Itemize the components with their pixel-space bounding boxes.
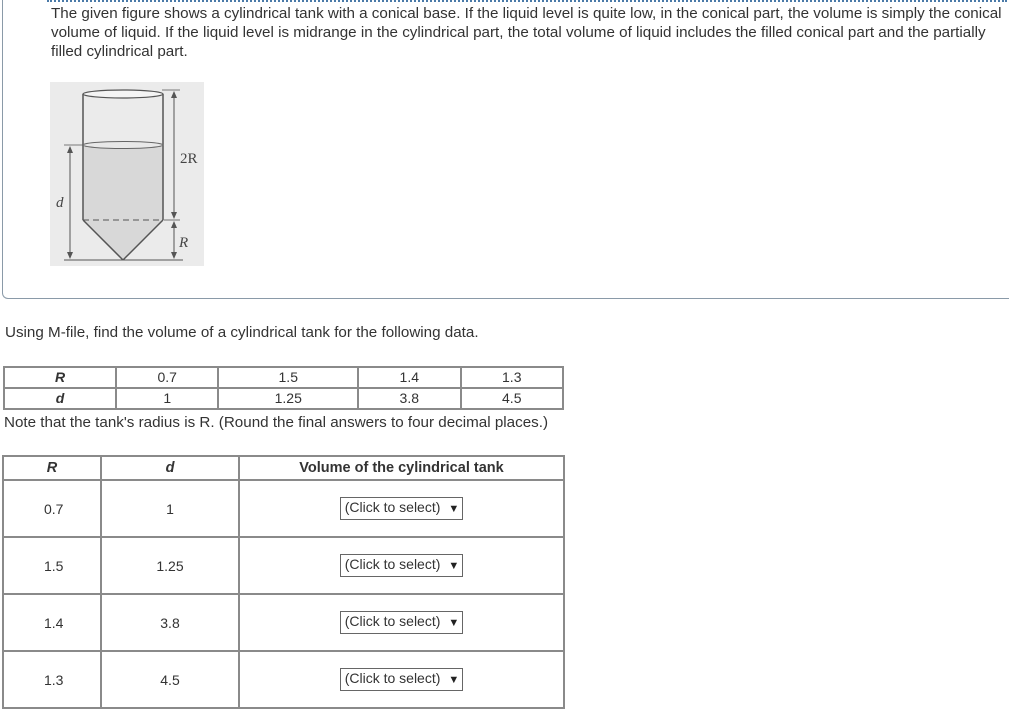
answer-cell-volume: [239, 594, 564, 651]
data-cell: 1.3: [461, 367, 564, 388]
volume-select-dropdown[interactable]: [340, 554, 464, 577]
instruction-text: Using M-file, find the volume of a cylindrical tank for the following data.: [5, 324, 479, 341]
question-intro: The given figure shows a cylindrical tank with a conical base. If the liquid level is quite low, in the conical part, the volume is simply the conical volume of liquid. If the liquid level is midrange in the cylindrical part, the total volume of liquid includes the filled conical part and the partially filled cylindrical part.: [51, 5, 1002, 60]
answer-cell-d: 1: [101, 480, 239, 537]
data-cell: 0.7: [116, 367, 218, 388]
answer-row: [3, 480, 564, 537]
label-r: R: [179, 235, 189, 251]
tank-figure: [50, 82, 204, 266]
label-d: d: [56, 195, 64, 211]
panel-top-border: [47, 0, 1007, 2]
answer-header-volume: Volume of the cylindrical tank: [239, 456, 564, 480]
answer-header-row: [3, 456, 564, 480]
data-row-r: [4, 367, 563, 388]
answer-cell-r: 1.4: [3, 594, 101, 651]
data-cell: 1.4: [358, 367, 460, 388]
data-cell: 4.5: [461, 388, 564, 409]
data-header-r: R: [4, 367, 116, 388]
answer-cell-volume: [239, 537, 564, 594]
dropdown-arrow-icon: ▼: [448, 617, 460, 629]
volume-select-dropdown[interactable]: [340, 611, 464, 634]
answer-row: [3, 651, 564, 708]
select-label: (Click to select): [344, 613, 441, 629]
answer-cell-d: 4.5: [101, 651, 239, 708]
answer-cell-d: 1.25: [101, 537, 239, 594]
answer-row: [3, 594, 564, 651]
data-cell: 1: [116, 388, 218, 409]
select-label: (Click to select): [344, 556, 441, 572]
answer-cell-r: 0.7: [3, 480, 101, 537]
answer-header-d: d: [101, 456, 239, 480]
answer-table: [2, 455, 565, 709]
select-label: (Click to select): [344, 499, 441, 515]
data-table: [3, 366, 564, 410]
answer-cell-volume: [239, 480, 564, 537]
data-header-d: d: [4, 388, 116, 409]
dropdown-arrow-icon: ▼: [448, 674, 460, 686]
answer-row: [3, 537, 564, 594]
dropdown-arrow-icon: ▼: [448, 503, 460, 515]
data-cell: 3.8: [358, 388, 460, 409]
answer-cell-d: 3.8: [101, 594, 239, 651]
data-cell: 1.25: [218, 388, 358, 409]
answer-header-r: R: [3, 456, 101, 480]
answer-cell-volume: [239, 651, 564, 708]
answer-cell-r: 1.3: [3, 651, 101, 708]
note-text: Note that the tank's radius is R. (Round the final answers to four decimal places.): [4, 414, 549, 431]
label-2r: 2R: [180, 151, 198, 167]
volume-select-dropdown[interactable]: [340, 497, 464, 520]
dropdown-arrow-icon: ▼: [448, 560, 460, 572]
data-cell: 1.5: [218, 367, 358, 388]
select-label: (Click to select): [344, 670, 441, 686]
data-row-d: [4, 388, 563, 409]
volume-select-dropdown[interactable]: [340, 668, 464, 691]
answer-cell-r: 1.5: [3, 537, 101, 594]
